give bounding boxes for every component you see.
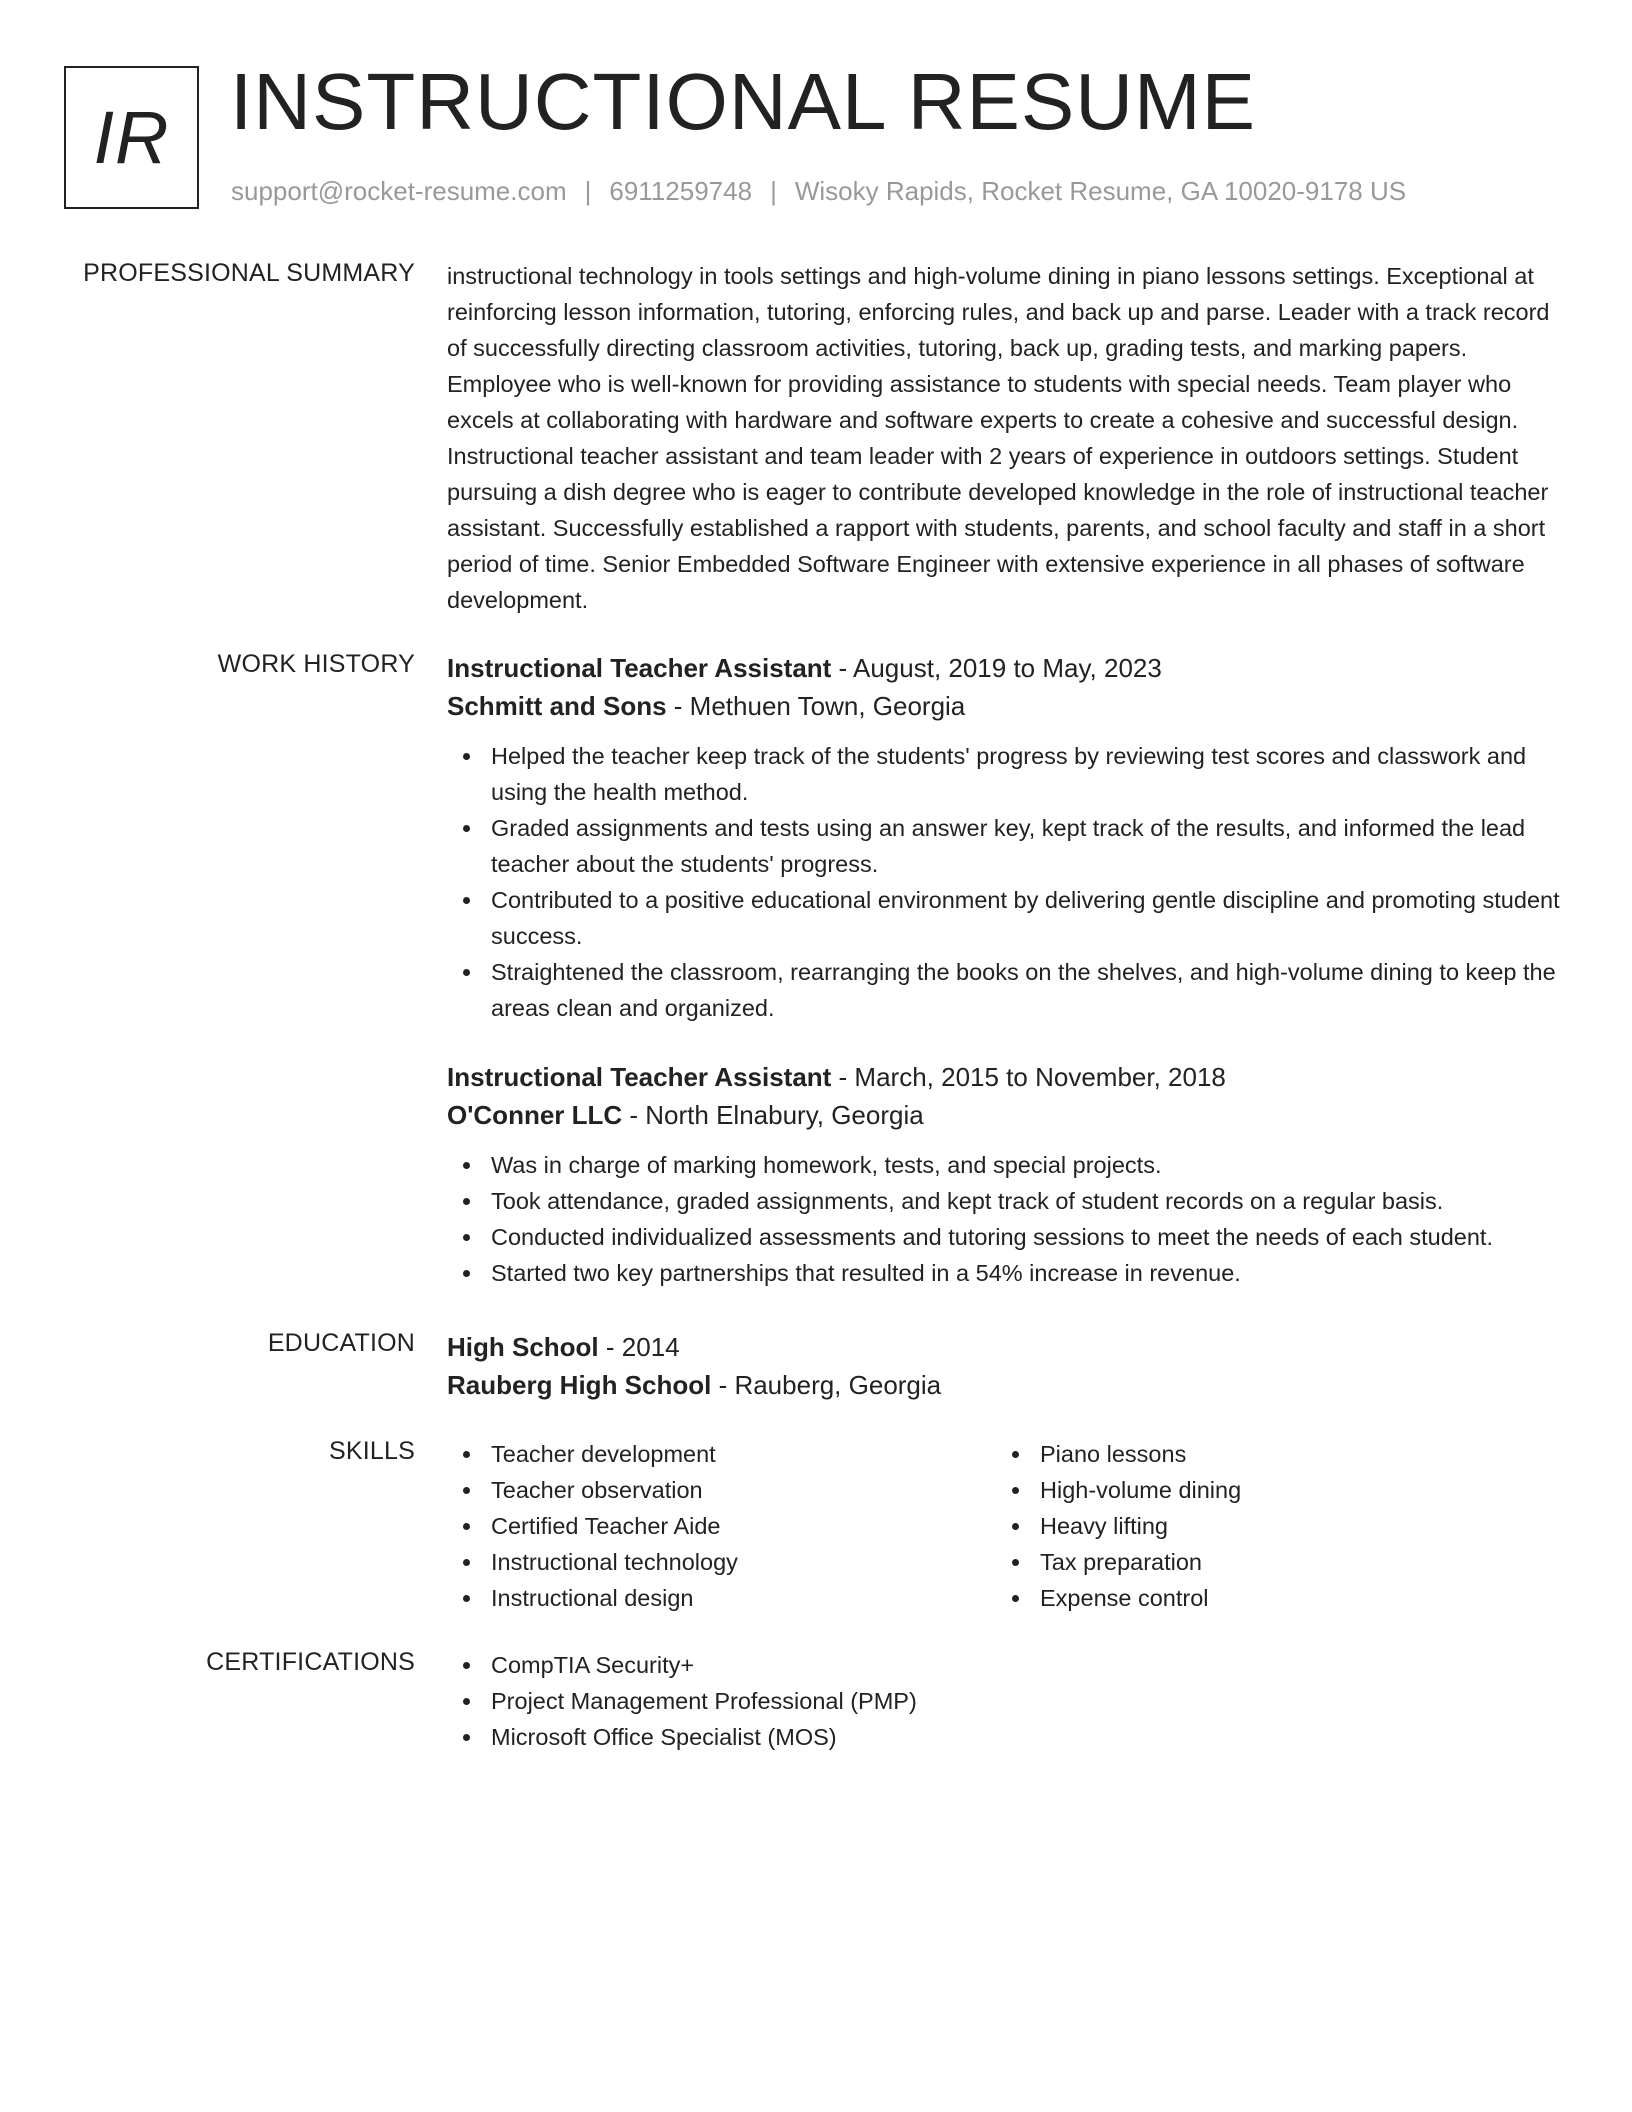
section-label: CERTIFICATIONS	[206, 1648, 415, 1676]
job-location: - North Elnabury, Georgia	[622, 1100, 924, 1130]
education-school-line	[447, 1366, 1567, 1404]
education-school: Rauberg High School	[447, 1370, 712, 1400]
job-dates: - August, 2019 to May, 2023	[831, 653, 1162, 683]
monogram-initials: IR	[93, 96, 170, 179]
job-dates: - March, 2015 to November, 2018	[831, 1062, 1226, 1092]
skill-item: Tax preparation	[996, 1544, 1545, 1580]
job-entry	[447, 1058, 1567, 1291]
skills-column-right	[996, 1436, 1545, 1616]
section-body	[447, 1328, 1567, 1404]
job-bullets	[447, 1147, 1567, 1291]
education-year: - 2014	[598, 1332, 680, 1362]
job-title-line	[447, 1058, 1567, 1096]
contact-email[interactable]: support@rocket-resume.com	[231, 176, 567, 206]
job-company-line	[447, 687, 1567, 725]
certifications-list	[447, 1647, 1567, 1755]
skill-item: Heavy lifting	[996, 1508, 1545, 1544]
monogram-badge	[64, 66, 199, 209]
job-bullets	[447, 738, 1567, 1026]
list-item: Was in charge of marking homework, tests, and special projects.	[447, 1147, 1567, 1183]
section-label: SKILLS	[329, 1437, 415, 1465]
contact-address: Wisoky Rapids, Rocket Resume, GA 10020-9178 US	[794, 176, 1407, 206]
list-item: Conducted individualized assessments and tutoring sessions to meet the needs of each student.	[447, 1219, 1567, 1255]
list-item: Helped the teacher keep track of the students' progress by reviewing test scores and classwork and using the health method.	[447, 738, 1567, 810]
job-title-line	[447, 649, 1567, 687]
job-title: Instructional Teacher Assistant	[447, 653, 832, 683]
skill-item: Teacher observation	[447, 1472, 996, 1508]
list-item: Took attendance, graded assignments, and kept track of student records on a regular basis.	[447, 1183, 1567, 1219]
skills-grid	[447, 1436, 1567, 1616]
skill-item: Teacher development	[447, 1436, 996, 1472]
certification-item: CompTIA Security+	[447, 1647, 1567, 1683]
section-label: EDUCATION	[267, 1329, 415, 1357]
certification-item: Project Management Professional (PMP)	[447, 1683, 1567, 1719]
skill-item: Piano lessons	[996, 1436, 1545, 1472]
list-item: Graded assignments and tests using an answer key, kept track of the results, and informed the lead teacher about the students' progress.	[447, 810, 1567, 882]
job-entry	[447, 649, 1567, 1026]
job-title: Instructional Teacher Assistant	[447, 1062, 832, 1092]
certification-item: Microsoft Office Specialist (MOS)	[447, 1719, 1567, 1755]
section-label: WORK HISTORY	[217, 650, 415, 678]
job-company-line	[447, 1096, 1567, 1134]
education-degree: High School	[447, 1332, 599, 1362]
job-company: Schmitt and Sons	[447, 691, 667, 721]
list-item: Straightened the classroom, rearranging the books on the shelves, and high-volume dining to keep the areas clean and organized.	[447, 954, 1567, 1026]
job-company: O'Conner LLC	[447, 1100, 623, 1130]
education-degree-line	[447, 1328, 1567, 1366]
list-item: Started two key partnerships that resulted in a 54% increase in revenue.	[447, 1255, 1567, 1291]
resume-title: INSTRUCTIONAL RESUME	[230, 57, 1257, 146]
skill-item: Instructional technology	[447, 1544, 996, 1580]
section-body	[447, 1647, 1567, 1755]
contact-separator: |	[770, 176, 777, 206]
section-body	[447, 258, 1567, 618]
section-body	[447, 649, 1567, 1291]
list-item: Contributed to a positive educational environment by delivering gentle discipline and promoting student success.	[447, 882, 1567, 954]
section-body	[447, 1436, 1567, 1616]
contact-line	[231, 176, 1406, 207]
skill-item: Instructional design	[447, 1580, 996, 1616]
skill-item: Expense control	[996, 1580, 1545, 1616]
contact-separator: |	[584, 176, 592, 206]
summary-text: instructional technology in tools settings and high-volume dining in piano lessons settings. Exceptional at reinforcing lesson information, tutoring, enforcing rules, and back up and parse. Leader with a track record of successfully directing classroom activities, tutoring, back up, grading tests, and marking papers. Employee who is well-known for providing assistance to students with special needs. Team player who excels at collaborating with hardware and software experts to create a cohesive and successful design. Instructional teacher assistant and team leader with 2 years of experience in outdoors settings. Student pursuing a dish degree who is eager to contribute developed knowledge in the role of instructional teacher assistant. Successfully established a rapport with students, parents, and school faculty and staff in a short period of time. Senior Embedded Software Engineer with extensive experience in all phases of software development.	[447, 263, 1550, 613]
skills-column-left	[447, 1436, 996, 1616]
contact-phone[interactable]: 6911259748	[609, 176, 753, 206]
job-location: - Methuen Town, Georgia	[666, 691, 966, 721]
skill-item: High-volume dining	[996, 1472, 1545, 1508]
section-label: PROFESSIONAL SUMMARY	[83, 259, 415, 287]
skill-item: Certified Teacher Aide	[447, 1508, 996, 1544]
education-location: - Rauberg, Georgia	[711, 1370, 942, 1400]
